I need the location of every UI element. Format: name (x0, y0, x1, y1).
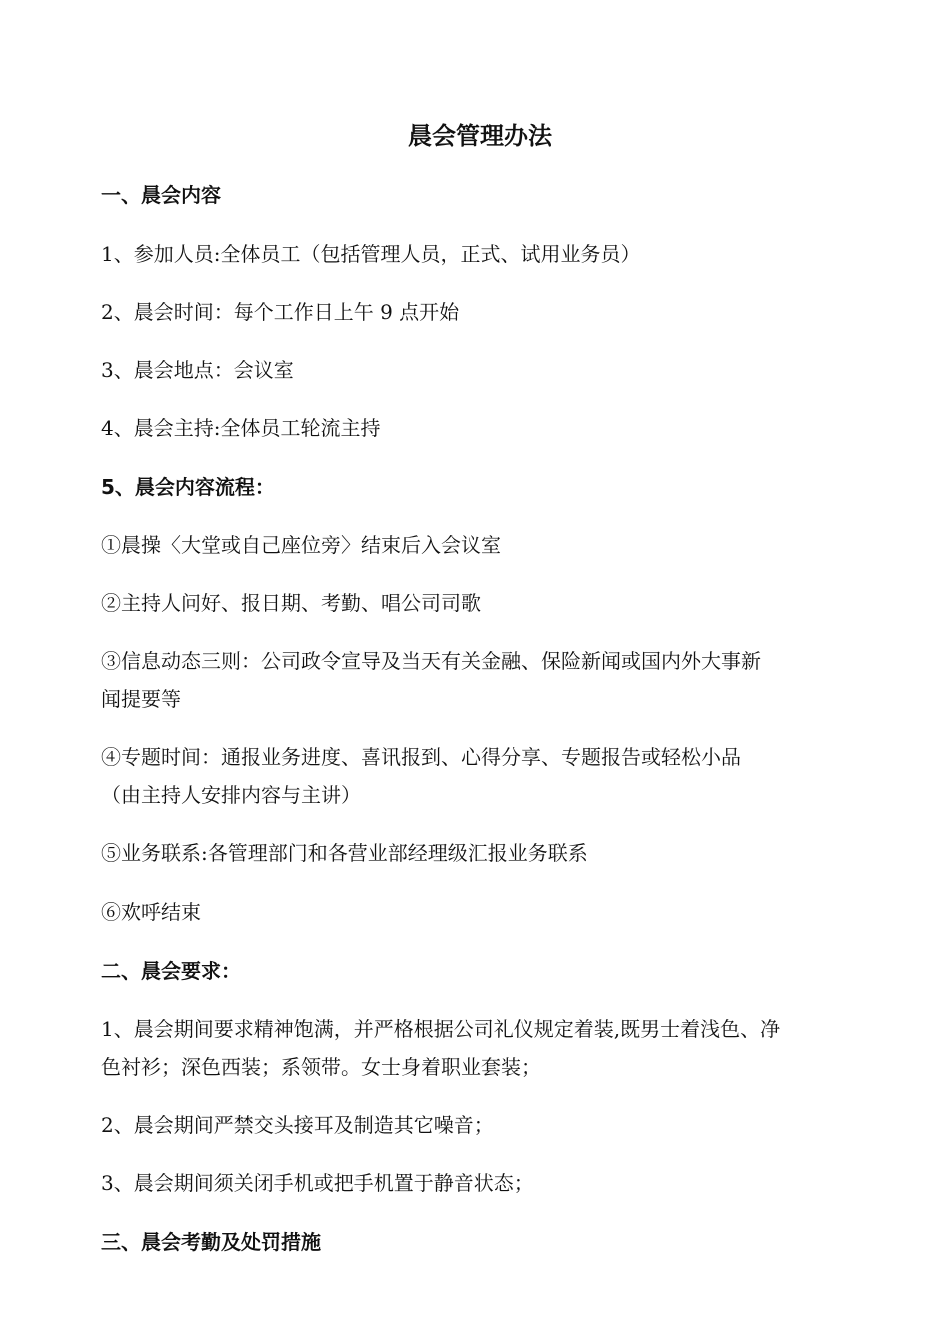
paragraph-location: 3、晨会地点：会议室 (101, 358, 294, 382)
flow-item-3-continued: 闻提要等 (101, 687, 181, 711)
section-heading-requirements: 二、晨会要求： (101, 959, 241, 983)
section-heading-attendance: 三、晨会考勤及处罚措施 (101, 1230, 321, 1254)
flow-item-3: ③信息动态三则：公司政令宣导及当天有关金融、保险新闻或国内外大事新 (101, 649, 761, 673)
paragraph-host: 4、晨会主持:全体员工轮流主持 (101, 416, 381, 440)
requirement-3: 3、晨会期间须关闭手机或把手机置于静音状态； (101, 1171, 534, 1195)
flow-item-6: ⑥欢呼结束 (101, 900, 201, 924)
requirement-1-continued: 色衬衫；深色西装；系领带。女士身着职业套装； (101, 1055, 541, 1079)
flow-item-5: ⑤业务联系:各管理部门和各营业部经理级汇报业务联系 (101, 841, 588, 865)
paragraph-participants: 1、参加人员:全体员工（包括管理人员，正式、试用业务员） (101, 242, 641, 266)
requirement-1: 1、晨会期间要求精神饱满，并严格根据公司礼仪规定着装,既男士着浅色、净 (101, 1017, 781, 1041)
section-heading-content: 一、晨会内容 (101, 183, 221, 207)
flow-item-4-continued: （由主持人安排内容与主讲） (101, 783, 361, 807)
requirement-2: 2、晨会期间严禁交头接耳及制造其它噪音； (101, 1113, 494, 1137)
page-title: 晨会管理办法 (408, 122, 552, 150)
paragraph-time: 2、晨会时间：每个工作日上午 9 点开始 (101, 300, 460, 324)
flow-item-4: ④专题时间：通报业务进度、喜讯报到、心得分享、专题报告或轻松小品 (101, 745, 741, 769)
flow-item-1: ①晨操〈大堂或自己座位旁〉结束后入会议室 (101, 533, 501, 557)
flow-item-2: ②主持人问好、报日期、考勤、唱公司司歌 (101, 591, 481, 615)
section-heading-flow: 5、晨会内容流程： (101, 475, 275, 499)
